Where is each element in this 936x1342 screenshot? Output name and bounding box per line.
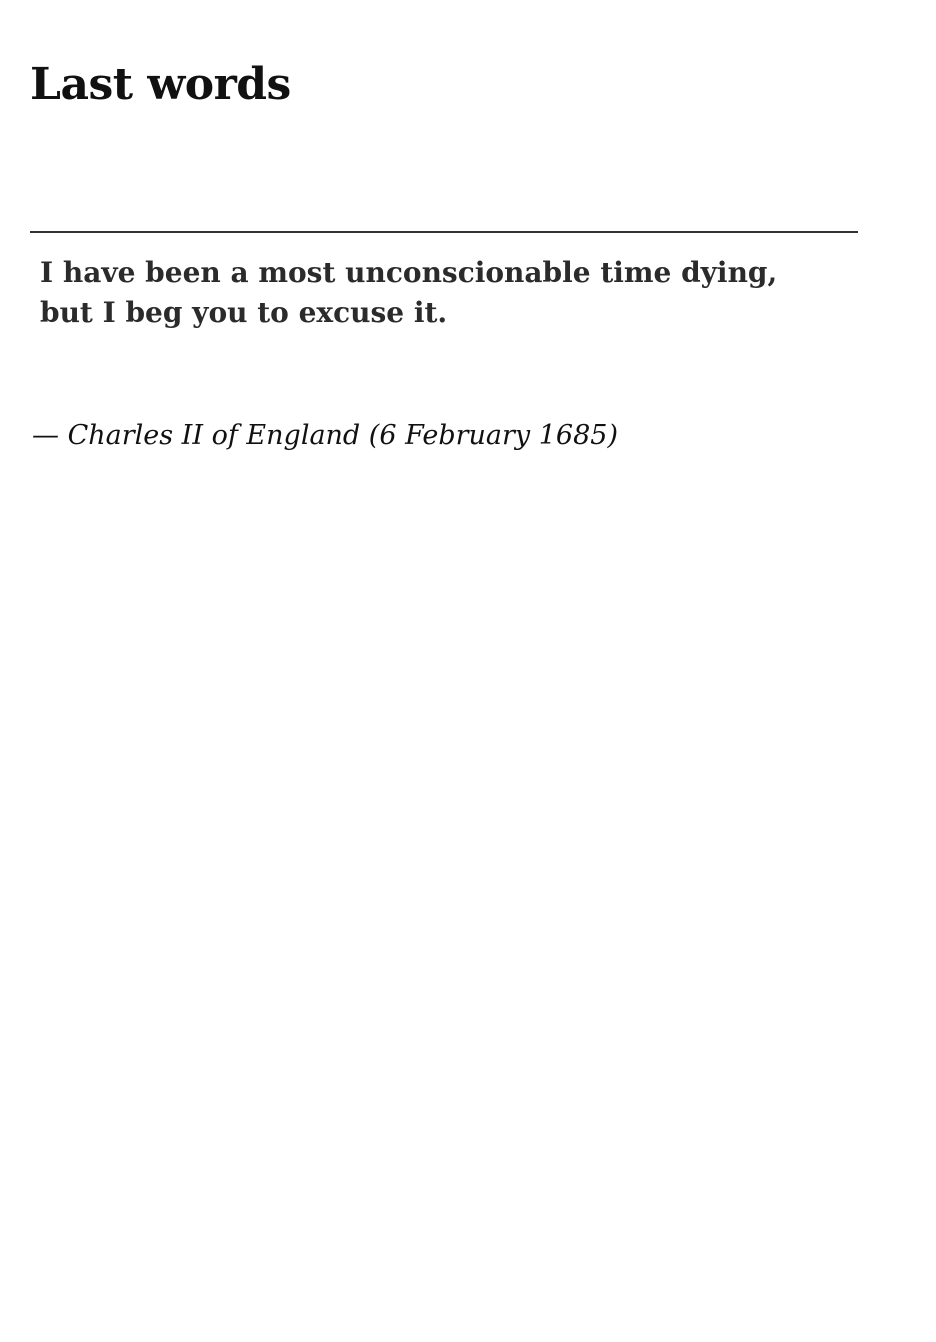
divider bbox=[30, 231, 858, 233]
quote-line: but I beg you to excuse it. bbox=[40, 296, 448, 329]
page-title: Last words bbox=[30, 59, 291, 110]
quote-block bbox=[40, 253, 840, 333]
quote-line: I have been a most unconscionable time dying, bbox=[40, 256, 778, 289]
attribution: — Charles II of England (6 February 1685) bbox=[32, 420, 618, 451]
